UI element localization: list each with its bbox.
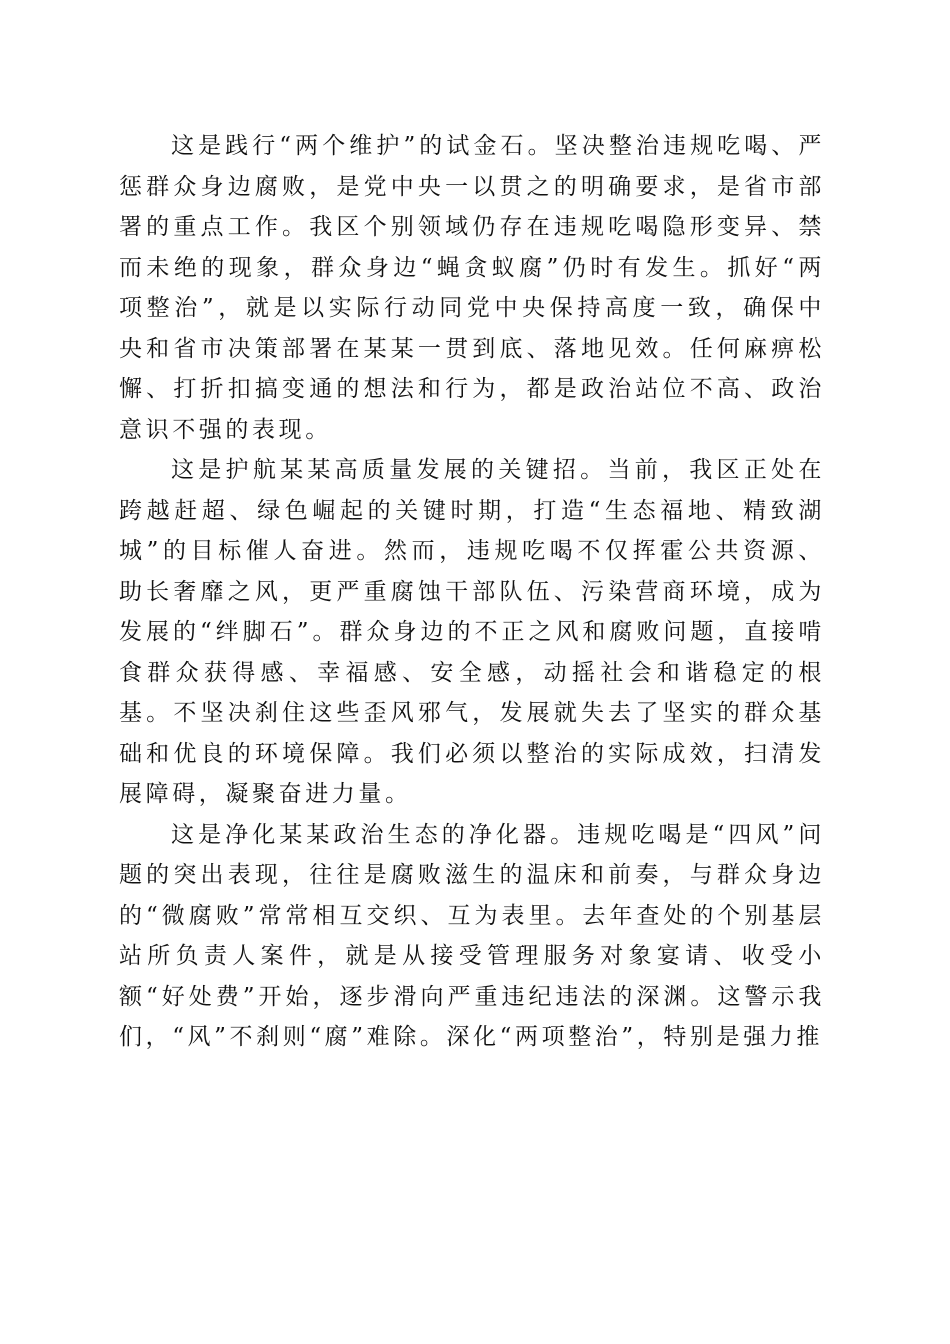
document-body <box>119 126 825 1058</box>
paragraph-political-ecology: 这是净化某某政治生态的净化器。违规吃喝是“四风”问题的突出表现，往往是腐败滋生的温床和前奏，与群众身边的“微腐败”常常相互交织、互为表里。去年查处的个别基层站所负责人案件，就是从接受管理服务对象宴请、收受小额“好处费”开始，逐步滑向严重违纪违法的深渊。这警示我们，“风”不刹则“腐”难除。深化“两项整治”，特别是强力推 <box>119 821 825 1050</box>
paragraph-high-quality-development: 这是护航某某高质量发展的关键招。当前，我区正处在跨越赶超、绿色崛起的关键时期，打造“生态福地、精致湖城”的目标催人奋进。然而，违规吃喝不仅挥霍公共资源、助长奢靡之风，更严重腐蚀干部队伍、污染营商环境，成为发展的“绊脚石”。群众身边的不正之风和腐败问题，直接啃食群众获得感、幸福感、安全感，动摇社会和谐稳定的根基。不坚决刹住这些歪风邪气，发展就失去了坚实的群众基础和优良的环境保障。我们必须以整治的实际成效，扫清发展障碍，凝聚奋进力量。 <box>119 457 825 807</box>
paragraph-two-safeguards: 这是践行“两个维护”的试金石。坚决整治违规吃喝、严惩群众身边腐败，是党中央一以贯之的明确要求，是省市部署的重点工作。我区个别领域仍存在违规吃喝隐形变异、禁而未绝的现象，群众身边“蝇贪蚁腐”仍时有发生。抓好“两项整治”，就是以实际行动同党中央保持高度一致，确保中央和省市决策部署在某某一贯到底、落地见效。任何麻痹松懈、打折扣搞变通的想法和行为，都是政治站位不高、政治意识不强的表现。 <box>119 133 825 443</box>
